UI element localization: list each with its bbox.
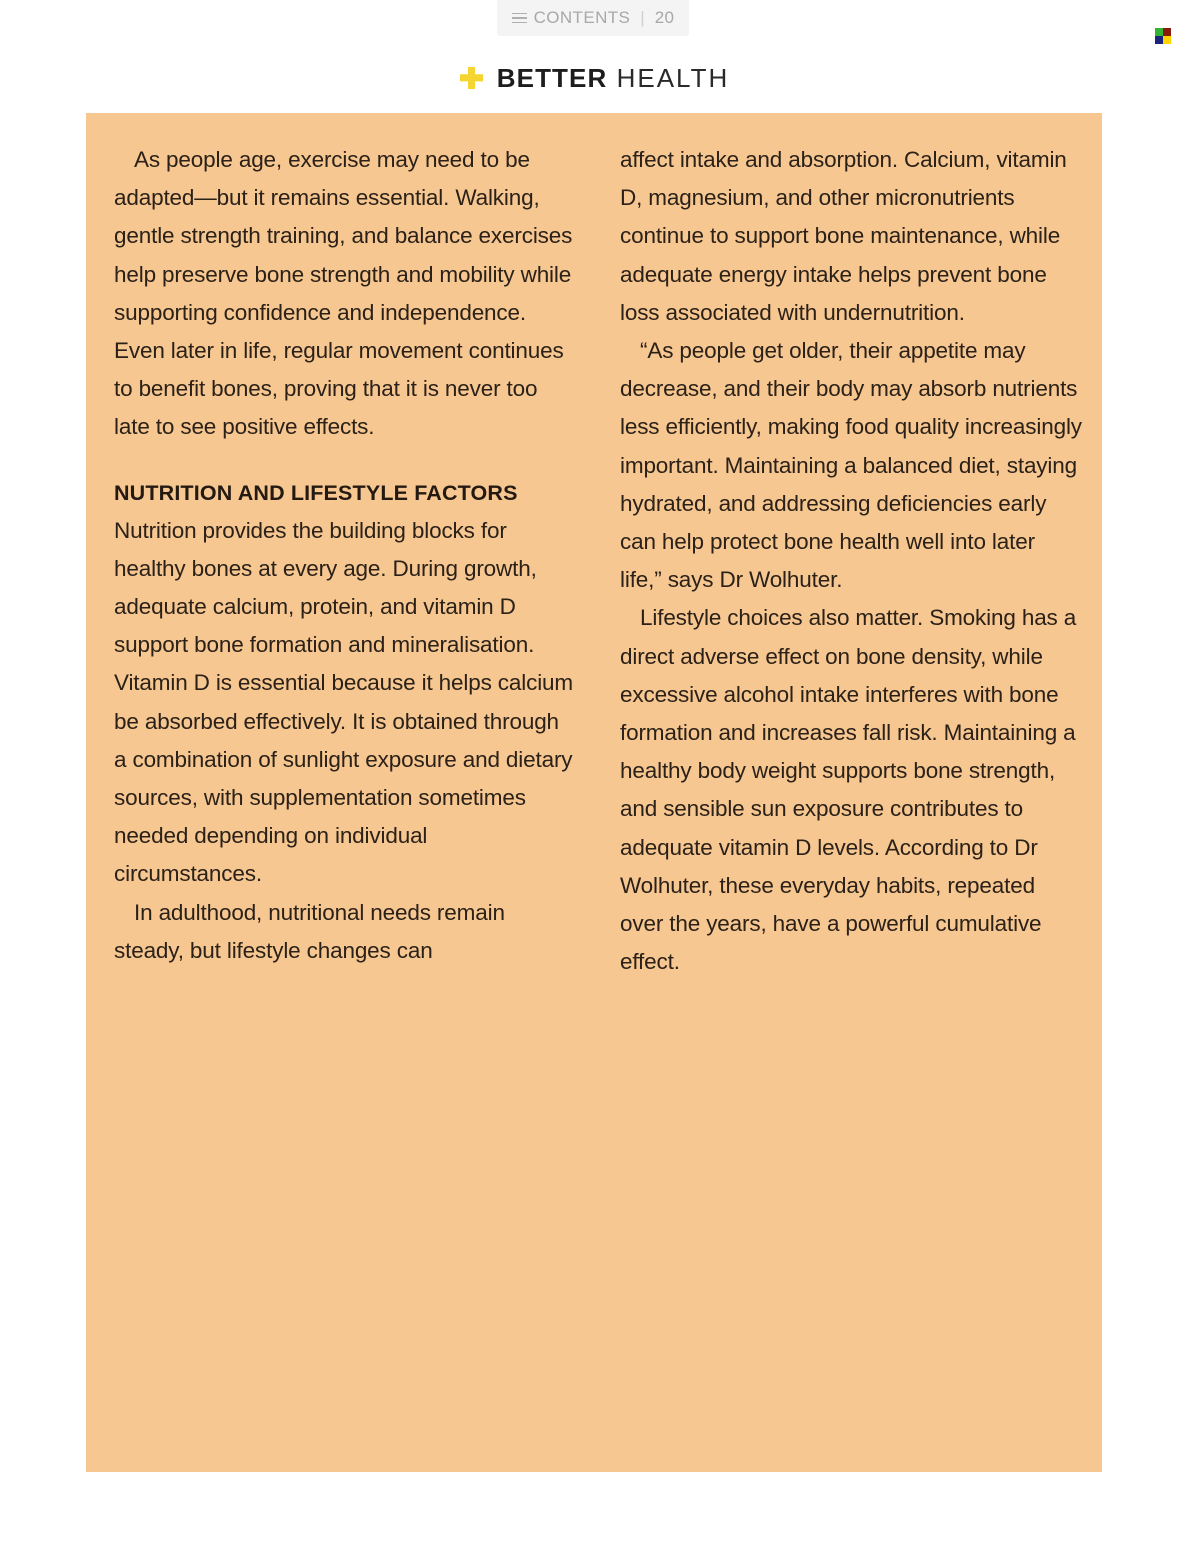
left-paragraph-3: In adulthood, nutritional needs remain steady, but lifestyle changes can: [114, 899, 505, 963]
brand-word-health-text: HEALTH: [616, 63, 730, 93]
contents-label: CONTENTS: [533, 8, 631, 27]
masthead: [0, 58, 1188, 98]
right-paragraph-1: affect intake and absorption. Calcium, vitamin D, magnesium, and other micronutrients continue to support bone maintenance, while adequate energy intake helps prevent bone loss associated with undernutrition.: [620, 147, 1067, 325]
right-paragraph-2: “As people get older, their appetite may decrease, and their body may absorb nutrients less efficiently, making food quality increasingly important. Maintaining a balanced diet, staying hydrated, and addressing deficiencies early can help protect bone health well into later life,” says Dr Wolhuter.: [620, 338, 1082, 593]
left-paragraph-2: Nutrition provides the building blocks for healthy bones at every age. During growth, adequate calcium, protein, and vitamin D support bone formation and mineralisation. Vitamin D is essential because it helps calcium be absorbed effectively. It is obtained through a combination of sunlight exposure and dietary sources, with supplementation sometimes needed depending on individual circumstances.: [114, 517, 574, 887]
logo-square-green: [1155, 28, 1163, 36]
logo-square-red: [1163, 28, 1171, 36]
section-heading-nutrition-and-lifestyle-factors: NUTRITION AND LIFESTYLE FACTORS: [114, 480, 518, 505]
article-panel: [86, 113, 1102, 1472]
brand-word-health: [607, 63, 616, 93]
contents-separator: |: [640, 8, 645, 27]
four-square-logo: [1155, 28, 1171, 44]
hamburger-menu-icon: [512, 13, 527, 24]
logo-square-blue: [1155, 36, 1163, 44]
page-number: 20: [654, 8, 675, 27]
right-column: [620, 141, 1082, 981]
brand-word-better: BETTER: [496, 63, 608, 93]
brand-title: [497, 65, 730, 91]
yellow-plus-icon: [459, 66, 484, 91]
contents-button[interactable]: [497, 0, 689, 36]
article-columns: [86, 113, 1102, 981]
logo-square-yellow: [1163, 36, 1171, 44]
right-paragraph-3: Lifestyle choices also matter. Smoking has a direct adverse effect on bone density, while excessive alcohol intake interferes with bone formation and increases fall risk. Maintaining a healthy body weight supports bone strength, and sensible sun exposure contributes to adequate vitamin D levels. According to Dr Wolhuter, these everyday habits, repeated over the years, have a powerful cumulative effect.: [620, 605, 1077, 975]
left-column: [114, 141, 576, 981]
left-paragraph-1: As people age, exercise may need to be adapted—but it remains essential. Walking, gentle strength training, and balance exercises help preserve bone strength and mobility while supporting confidence and independence. Even later in life, regular movement continues to benefit bones, proving that it is never too late to see positive effects.: [114, 147, 573, 440]
